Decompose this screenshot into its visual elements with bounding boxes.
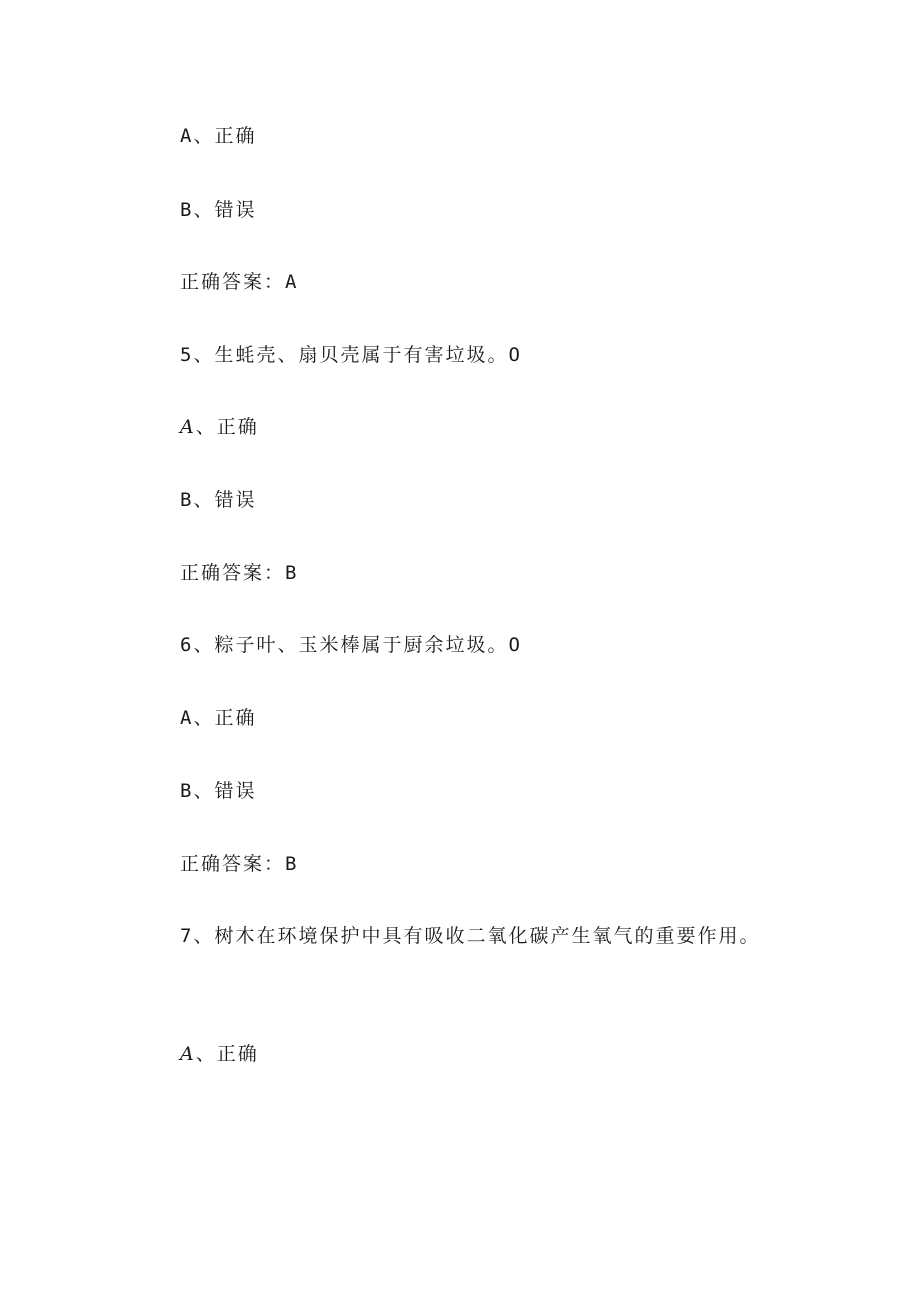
option-text: A、正确 [180, 125, 257, 147]
answer-text: 正确答案：B [180, 853, 299, 875]
option-text: 、正确 [195, 416, 259, 438]
option-text: B、错误 [180, 780, 257, 802]
question-text: 6、粽子叶、玉米棒属于厨余垃圾。O [180, 634, 522, 656]
answer-text: 正确答案：B [180, 562, 299, 584]
question-5 [180, 343, 522, 367]
q5-correct-answer [180, 561, 298, 585]
option-text: A、正确 [180, 707, 257, 729]
question-text: 7、树木在环境保护中具有吸收二氧化碳产生氧气的重要作用。 [180, 925, 761, 947]
question-text: 5、生蚝壳、扇贝壳属于有害垃圾。O [180, 344, 522, 366]
option-text: B、错误 [180, 199, 257, 221]
question-7 [180, 924, 760, 948]
q6-correct-answer [180, 852, 298, 876]
option-text: 、正确 [195, 1043, 259, 1065]
q6-option-b [180, 779, 256, 803]
answer-text: 正确答案：A [180, 271, 299, 293]
option-letter: A [180, 1043, 196, 1065]
option-letter: A [180, 416, 196, 438]
q6-option-a [180, 706, 256, 730]
q4-correct-answer [180, 270, 298, 294]
q7-option-a [180, 1042, 259, 1066]
q4-option-a [180, 124, 256, 148]
q5-option-b [180, 488, 256, 512]
question-6 [180, 633, 522, 657]
q4-option-b [180, 198, 256, 222]
q5-option-a [180, 415, 259, 439]
option-text: B、错误 [180, 489, 257, 511]
